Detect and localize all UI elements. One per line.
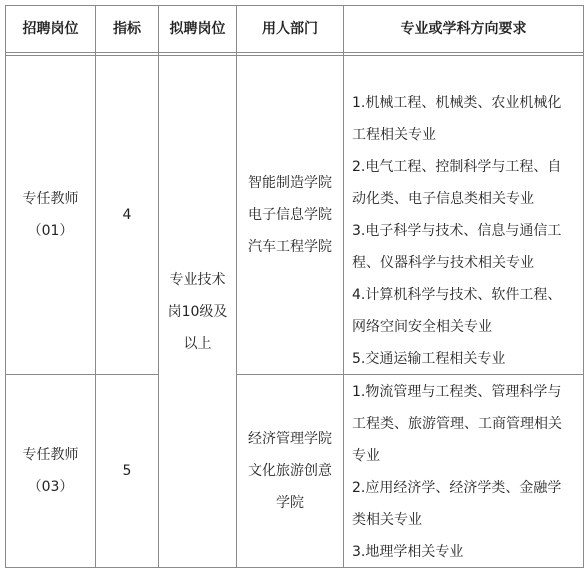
row-2-post-code: （03）	[27, 479, 74, 495]
row-2-department-2: 文化旅游创意	[248, 463, 332, 479]
row-1-quota: 4	[122, 207, 132, 223]
header-quota: 指标	[113, 21, 141, 37]
row-2-req-line-5: 类相关专业	[352, 512, 422, 528]
header-target-post: 拟聘岗位	[169, 21, 226, 37]
row-1-department-cell	[237, 56, 343, 374]
row-1-department-3: 汽车工程学院	[248, 239, 332, 255]
target-post-line-3: 以上	[183, 335, 212, 352]
row-2-req-line-3: 专业	[352, 448, 380, 464]
row-2-req-line-4: 2.应用经济学、经济学类、金融学	[352, 480, 562, 496]
row-2-quota: 5	[122, 463, 132, 479]
row-1-post-code: （01）	[27, 223, 74, 239]
row-1-post: 专任教师	[22, 191, 79, 207]
col-divider-4	[343, 5, 344, 568]
row-1-req-line-1: 1.机械工程、机械类、农业机械化	[352, 95, 562, 111]
row-2-department-3: 学院	[276, 495, 304, 511]
row-1-department-1: 智能制造学院	[248, 175, 332, 191]
row-1-req-line-5: 3.电子科学与技术、信息与通信工	[352, 223, 562, 239]
row-1-department-2: 电子信息学院	[248, 207, 332, 223]
table-row-2-post-cell	[6, 375, 95, 567]
row-2-req-line-6: 3.地理学相关专业	[352, 544, 464, 560]
row-1-requirements	[352, 87, 561, 375]
row-2-requirements	[352, 376, 562, 568]
row-2-post: 专任教师	[22, 447, 79, 463]
row-1-req-line-2: 工程相关专业	[352, 127, 436, 143]
row-2-department-1: 经济管理学院	[248, 431, 332, 447]
row-2-department-cell	[237, 375, 343, 567]
row-1-req-line-4: 动化类、电子信息类相关专业	[352, 191, 534, 207]
row-1-req-line-6: 程、仪器科学与技术相关专业	[352, 255, 534, 271]
row-2-req-line-2: 工程类、旅游管理、工商管理相关	[352, 416, 562, 432]
table-border-right	[583, 5, 584, 568]
row-1-req-line-8: 网络空间安全相关专业	[352, 319, 492, 335]
row-1-req-line-7: 4.计算机科学与技术、软件工程、	[352, 287, 562, 303]
header-divider	[5, 52, 583, 53]
header-requirements: 专业或学科方向要求	[400, 21, 527, 37]
header-post: 招聘岗位	[22, 21, 79, 37]
row-2-req-line-1: 1.物流管理与工程类、管理科学与	[352, 384, 562, 400]
target-post-line-1: 专业技术	[169, 271, 226, 288]
row-1-req-line-9: 5.交通运输工程相关专业	[352, 351, 506, 367]
target-post-cell	[159, 56, 236, 567]
table-row-1-post-cell	[6, 56, 95, 374]
target-post-line-2: 岗10级及	[167, 303, 228, 320]
header-department: 用人部门	[262, 21, 318, 37]
row-1-req-line-3: 2.电气工程、控制科学与工程、自	[352, 159, 562, 175]
